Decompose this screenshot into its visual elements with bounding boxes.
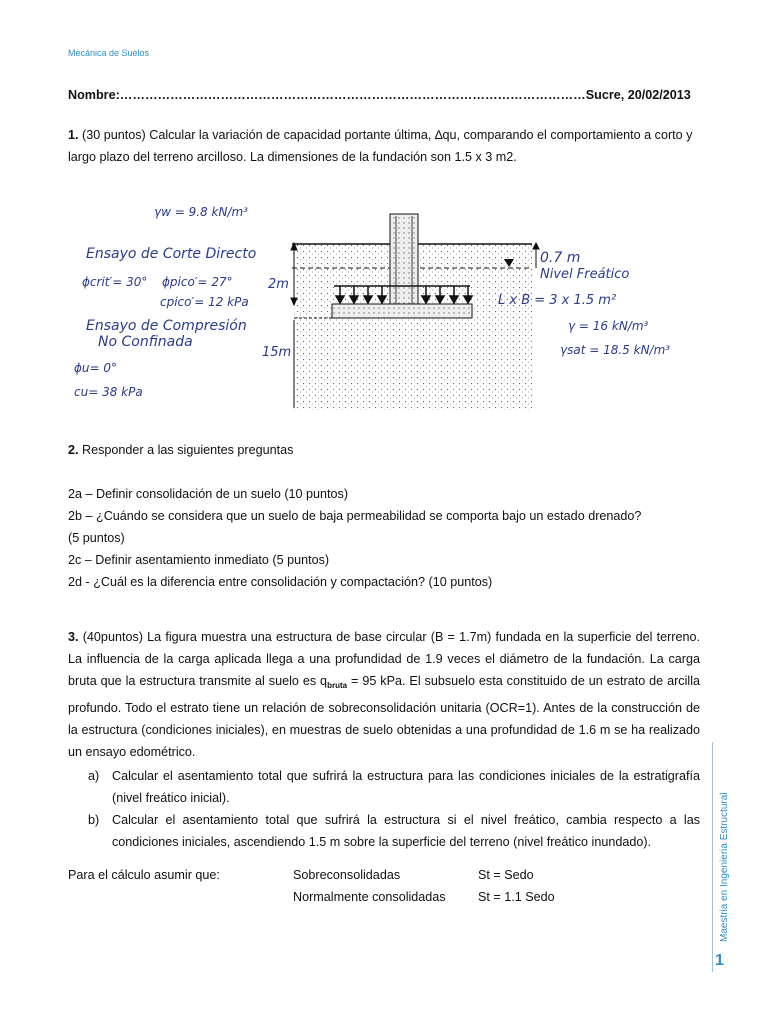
phi-pico: ϕpico′= 27°	[162, 275, 233, 289]
q3-item-a-marker: a)	[88, 769, 100, 783]
footing	[332, 304, 472, 318]
corte-title: Ensayo de Corte Directo	[86, 246, 257, 262]
q2-c: 2c – Definir asentamiento inmediato (5 puntos)	[68, 553, 330, 567]
q3-text-b: = 95 kPa. El subsuelo esta constituido de un estrato de arcilla profundo. Todo el estrato tiene un relación de sobreconsolidación unitaria (OCR=1). Antes de la construcción de la estructura (condiciones iniciales), en muestras de suelo obtenidas a una profundidad de 1.6 m se ha realizado un ensayo edométrico.	[68, 674, 701, 759]
name-line: Nombre:…………………………………………………………………………………………………Sucre, 20/02/2013	[68, 88, 691, 102]
compresion-title-2: No Confinada	[98, 334, 193, 350]
q3-item-b	[88, 809, 700, 853]
c-u: cu= 38 kPa	[74, 385, 143, 399]
q3-item-a-text: Calcular el asentamiento total que sufrirá la estructura para las condiciones iniciales de la estratigrafía (nivel freático inicial).	[112, 769, 700, 805]
nivel-freatico: Nivel Freático	[540, 267, 630, 282]
depth-2m: 2m	[268, 277, 289, 292]
q3-text-a: (40puntos) La figura muestra una estructura de base circular (B = 1.7m) fundada en la superficie del terreno. La influencia de la carga aplicada llega a una profundidad de 1.9 veces el diámetro de la fundación. La carga bruta que la estructura transmite al suelo es q	[68, 630, 701, 688]
q2-intro: Responder a las siguientes preguntas	[82, 443, 294, 457]
q3-item-b-text: Calcular el asentamiento total que sufrirá la estructura si el nivel freático, cambia respecto a las condiciones iniciales, ascendiendo 1.5 m sobre la superficie del terreno (nivel freático inundado).	[112, 813, 700, 849]
foundation-figure	[62, 196, 702, 412]
gamma-sat-label: γsat = 18.5 kN/m³	[560, 343, 671, 357]
lxb-label: L x B = 3 x 1.5 m²	[498, 293, 617, 308]
question-1	[68, 124, 700, 168]
q3-item-a	[88, 765, 700, 809]
q2-b-points: (5 puntos)	[68, 531, 125, 545]
row2-label: Normalmente consolidadas	[293, 890, 446, 904]
header-course: Mecánica de Suelos	[68, 48, 150, 58]
q3-sub: bruta	[327, 681, 348, 690]
question-2	[68, 439, 700, 461]
page-number: 1	[715, 952, 724, 969]
q3-item-b-marker: b)	[88, 813, 100, 827]
q3-number: 3.	[68, 630, 79, 644]
side-text: Maestria en Ingenieria Estructural	[719, 792, 730, 942]
c-pico: cpico′= 12 kPa	[160, 295, 249, 309]
phi-u: ϕu= 0°	[74, 361, 118, 375]
q2-number: 2.	[68, 443, 79, 457]
q1-text: (30 puntos) Calcular la variación de capacidad portante última, ∆qu, comparando el comportamiento a corto y largo plazo del terreno arcilloso. La dimensiones de la fundación son 1.5 x 3 m2.	[68, 128, 693, 164]
row1-value: St = Sedo	[478, 868, 534, 882]
compresion-title-1: Ensayo de Compresión	[86, 318, 247, 334]
depth-07m: 0.7 m	[540, 250, 581, 266]
question-3	[68, 626, 700, 763]
gamma-label: γ = 16 kN/m³	[568, 319, 649, 333]
q2-a: 2a – Definir consolidación de un suelo (10 puntos)	[68, 487, 349, 501]
depth-15m: 15m	[262, 345, 292, 360]
gamma-w-label: γw = 9.8 kN/m³	[154, 205, 248, 219]
row2-value: St = 1.1 Sedo	[478, 890, 555, 904]
column	[390, 214, 418, 306]
q2-b: 2b – ¿Cuándo se considera que un suelo de baja permeabilidad se comporta bajo un estado drenado?	[68, 509, 642, 523]
row1-label: Sobreconsolidadas	[293, 868, 401, 882]
assume-label: Para el cálculo asumir que:	[68, 868, 220, 882]
q1-number: 1.	[68, 128, 79, 142]
side-bar	[712, 742, 735, 972]
phi-crit: ϕcrit′= 30°	[82, 275, 148, 289]
q2-d: 2d - ¿Cuál es la diferencia entre consolidación y compactación? (10 puntos)	[68, 575, 493, 589]
